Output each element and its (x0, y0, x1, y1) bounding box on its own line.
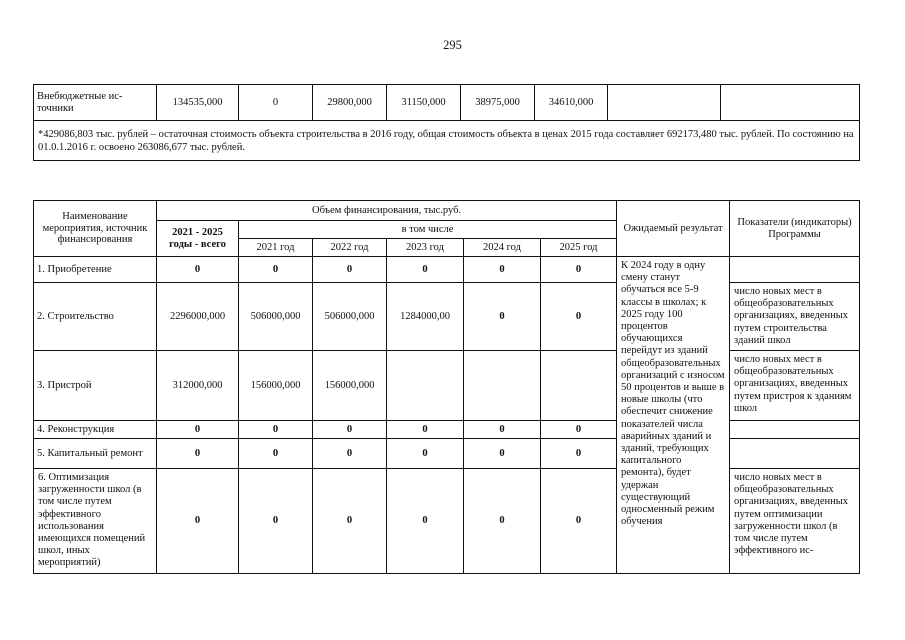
table-row (34, 439, 860, 469)
cell-2023: 0 (387, 421, 464, 439)
indicator-cell: число новых мест в общеобразовательных организациях, введенных путем пристроя к зданиям школ (730, 351, 860, 421)
indicator-cell: число новых мест в общеобразовательных организациях, введенных путем оптимизации загруженности школ (в том числе путем эффективного ис- (730, 469, 860, 574)
header-including: в том числе (239, 221, 617, 239)
cell-2025: 0 (541, 439, 617, 469)
row-name: 1. Приобретение (34, 257, 157, 283)
cell-2022: 156000,000 (313, 351, 387, 421)
page-number: 295 (443, 38, 462, 52)
cell-2024: 0 (464, 421, 541, 439)
header-year: 2023 год (387, 239, 464, 257)
header-indicators: Показатели (индикаторы) Программы (730, 201, 860, 257)
cell-2025: 0 (541, 283, 617, 351)
cell-2023: 31150,000 (387, 85, 461, 121)
cell-2023: 1284000,00 (387, 283, 464, 351)
table-row (34, 421, 860, 439)
row-name: 6. Оптимизация загруженности школ (в том числе путем эффективного использования имеющихся помещений школ, иных мероприятий) (34, 469, 157, 574)
row-name: 3. Пристрой (34, 351, 157, 421)
cell-expected (608, 85, 721, 121)
header-row-1 (34, 201, 860, 221)
cell-2022: 29800,000 (313, 85, 387, 121)
header-year: 2024 год (464, 239, 541, 257)
header-year: 2025 год (541, 239, 617, 257)
cell-2021: 0 (239, 85, 313, 121)
table-row (34, 469, 860, 574)
cell-2021: 0 (239, 439, 313, 469)
cell-2023: 0 (387, 439, 464, 469)
cell-2021: 0 (239, 421, 313, 439)
cell-2023 (387, 351, 464, 421)
cell-2021: 0 (239, 257, 313, 283)
header-name: Наименование мероприятия, источник финансирования (34, 201, 157, 257)
cell-total: 312000,000 (157, 351, 239, 421)
cell-2022: 506000,000 (313, 283, 387, 351)
cell-2022: 0 (313, 257, 387, 283)
cell-total: 0 (157, 469, 239, 574)
cell-2023: 0 (387, 469, 464, 574)
row-name: 4. Реконструкция (34, 421, 157, 439)
row-name: Внебюджетные ис-точники (34, 85, 157, 121)
footnote: *429086,803 тыс. рублей – остаточная стоимость объекта строительства в 2016 году, общая стоимость объекта в ценах 2015 года составляет 692173,480 тыс. рублей. По состоянию на 01.0.1.2016 г. освоено 263086,677 тыс. рублей. (34, 121, 860, 161)
cell-total: 2296000,000 (157, 283, 239, 351)
header-year: 2022 год (313, 239, 387, 257)
cell-2025 (541, 351, 617, 421)
cell-2021: 506000,000 (239, 283, 313, 351)
main-table (33, 200, 860, 574)
expected-result: К 2024 году в одну смену станут обучаться все 5-9 классы в школах; к 2025 году 100 процентов обучающихся перейдут из зданий общеобразовательных организаций с износом 50 процентов и выше в новые школы (что обеспечит снижение показателей числа аварийных зданий и зданий, требующих капитального ремонта), будет удержан существующий односменный режим обучения (617, 257, 730, 574)
table-row (34, 351, 860, 421)
cell-2021: 156000,000 (239, 351, 313, 421)
header-year: 2021 год (239, 239, 313, 257)
indicator-cell (730, 439, 860, 469)
table-row (34, 257, 860, 283)
row-name: 2. Строительство (34, 283, 157, 351)
cell-2024: 0 (464, 257, 541, 283)
cell-2023: 0 (387, 257, 464, 283)
cell-2025: 34610,000 (535, 85, 608, 121)
cell-total: 0 (157, 421, 239, 439)
cell-2025: 0 (541, 469, 617, 574)
cell-2024: 0 (464, 439, 541, 469)
indicator-cell (730, 421, 860, 439)
cell-total: 0 (157, 257, 239, 283)
cell-2024: 0 (464, 469, 541, 574)
cell-indicator (721, 85, 860, 121)
cell-total: 134535,000 (157, 85, 239, 121)
cell-2024 (464, 351, 541, 421)
cell-2022: 0 (313, 439, 387, 469)
cell-2024: 38975,000 (461, 85, 535, 121)
cell-total: 0 (157, 439, 239, 469)
header-expected: Ожидаемый результат (617, 201, 730, 257)
row-name: 5. Капитальный ремонт (34, 439, 157, 469)
cell-2024: 0 (464, 283, 541, 351)
indicator-cell: число новых мест в общеобразовательных организациях, введенных путем строительства зданий школ (730, 283, 860, 351)
header-volume: Объем финансирования, тыс.руб. (157, 201, 617, 221)
cell-2025: 0 (541, 257, 617, 283)
cell-2021: 0 (239, 469, 313, 574)
cell-2025: 0 (541, 421, 617, 439)
top-table (33, 84, 860, 161)
header-total: 2021 - 2025 годы - всего (157, 221, 239, 257)
cell-2022: 0 (313, 469, 387, 574)
table-row (34, 283, 860, 351)
indicator-cell (730, 257, 860, 283)
extrabudget-row (34, 85, 860, 121)
cell-2022: 0 (313, 421, 387, 439)
